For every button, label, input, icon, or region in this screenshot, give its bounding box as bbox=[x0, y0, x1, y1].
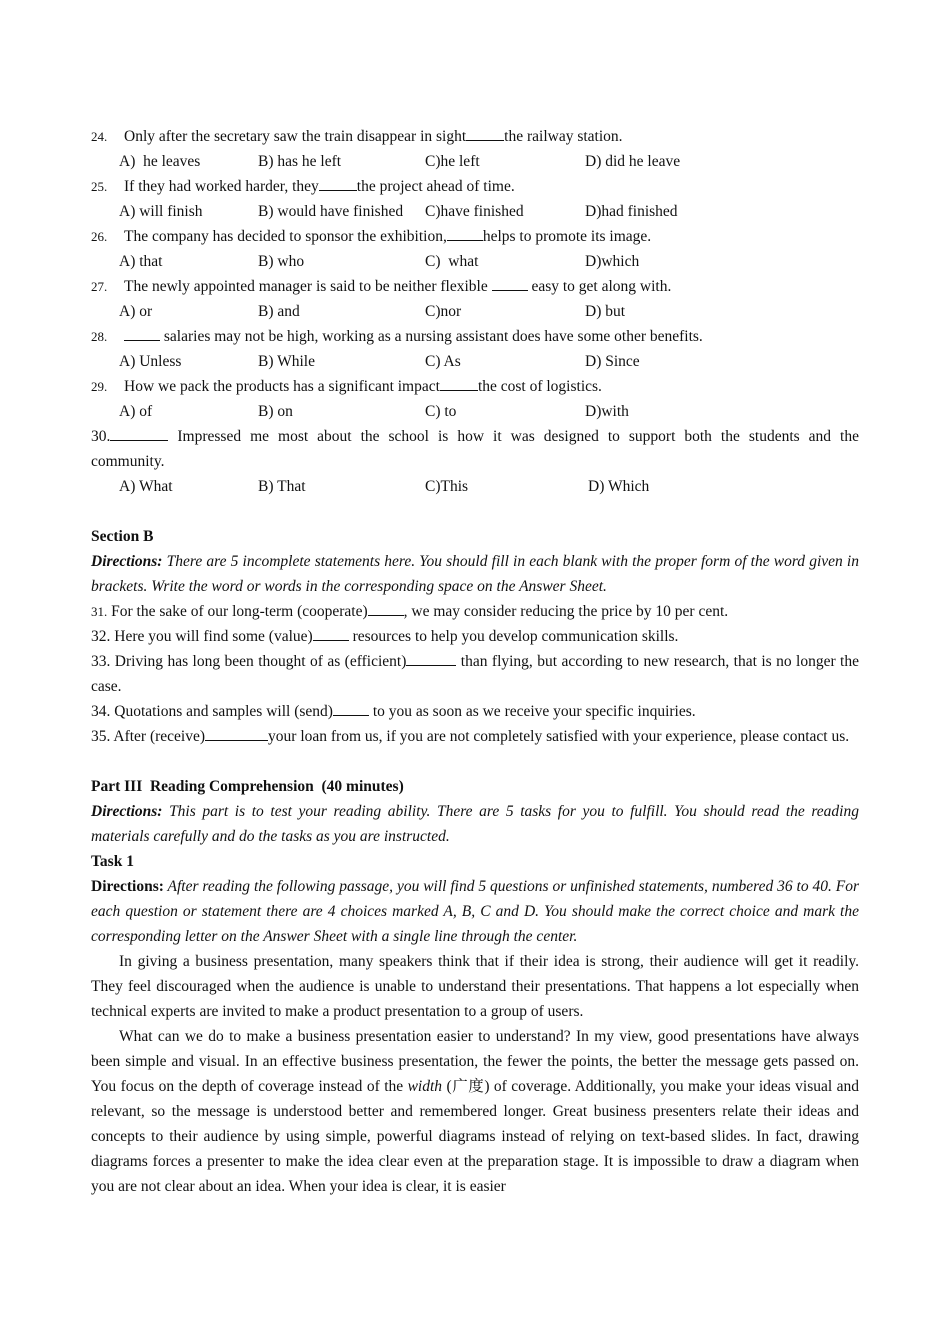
statement-text-pre: 35. After (receive) bbox=[91, 728, 206, 745]
question-25 bbox=[91, 174, 859, 199]
passage-paragraph-2 bbox=[91, 1024, 859, 1199]
option-d: D) but bbox=[585, 303, 626, 320]
question-text-pre: Only after the secretary saw the train disappear in sight bbox=[124, 128, 467, 145]
answer-blank bbox=[406, 650, 456, 666]
directions-text: After reading the following passage, you will find 5 questions or unfinished statements, numbered 36 to 40. For each question or statement there are 4 choices marked A, B, C and D. You should make the correct choice and mark the corresponding letter on the Answer Sheet with a single line through the center. bbox=[91, 878, 859, 945]
part-iii-directions bbox=[91, 799, 859, 849]
statement-32 bbox=[91, 624, 859, 649]
option-c: C) As bbox=[425, 353, 461, 370]
answer-blank bbox=[319, 175, 357, 191]
option-c: C)he left bbox=[425, 153, 480, 170]
answer-blank bbox=[368, 600, 404, 616]
question-29 bbox=[91, 374, 859, 399]
statement-text-pre: For the sake of our long-term (cooperate) bbox=[107, 603, 368, 620]
statement-31 bbox=[91, 599, 859, 624]
option-a: A) What bbox=[119, 478, 173, 495]
option-a: A) will finish bbox=[119, 203, 203, 220]
question-text-post: salaries may not be high, working as a nursing assistant does have some other benefits. bbox=[160, 328, 703, 345]
paragraph-text: (广度) of coverage. Additionally, you make your ideas visual and relevant, so the message is understood better and remembered longer. Great business presenters relate their ideas and concepts to their audience by using simple, powerful diagrams instead of relying on text-based slides. In fact, drawing diagrams forces a presenter to make the idea clear even at the preparation stage. It is impossible to draw a diagram when you are not clear about an idea. When your idea is clear, it is easier bbox=[91, 1078, 859, 1195]
statement-text-post: , we may consider reducing the price by 10 per cent. bbox=[403, 603, 729, 620]
question-number: 29. bbox=[91, 379, 108, 394]
question-number: 25. bbox=[91, 179, 108, 194]
option-b: B) That bbox=[258, 478, 306, 495]
option-c: C)nor bbox=[425, 303, 462, 320]
section-b-directions bbox=[91, 549, 859, 599]
options-28 bbox=[91, 349, 859, 374]
question-27 bbox=[91, 274, 859, 299]
statement-text-post: resources to help you develop communication skills. bbox=[348, 628, 679, 645]
option-b: B) and bbox=[258, 303, 300, 320]
options-30 bbox=[91, 474, 859, 499]
option-a: A) of bbox=[119, 403, 153, 420]
question-number: 28. bbox=[91, 329, 108, 344]
statement-text-post: than flying, but according to new research, that is no longer the case. bbox=[91, 653, 859, 695]
question-28 bbox=[91, 324, 859, 349]
statement-number: 31. bbox=[91, 604, 108, 619]
answer-blank bbox=[205, 725, 268, 741]
option-c: C) to bbox=[425, 403, 457, 420]
option-a: A) that bbox=[119, 253, 163, 270]
emphasized-word: width bbox=[407, 1078, 443, 1095]
task-1-title: Task 1 bbox=[91, 853, 134, 870]
statement-text-pre: 32. Here you will find some (value) bbox=[91, 628, 313, 645]
answer-blank bbox=[124, 325, 160, 341]
paragraph-text: What can we do to make a business presentation easier to understand? In my view, good presentations have always been simple and visual. In an effective business presentation, the fewer the points, the better the message gets passed on. You focus on the depth of coverage instead of the bbox=[91, 1028, 859, 1095]
part-iii-title: Part III Reading Comprehension (40 minutes) bbox=[91, 778, 404, 795]
question-number: 30. bbox=[91, 428, 111, 445]
question-number: 26. bbox=[91, 229, 108, 244]
option-a: A) or bbox=[119, 303, 153, 320]
answer-blank bbox=[313, 625, 349, 641]
option-b: B) While bbox=[258, 353, 315, 370]
option-d: D) Which bbox=[588, 478, 650, 495]
answer-blank bbox=[466, 125, 504, 141]
answer-blank bbox=[492, 275, 528, 291]
question-30-continued: community. bbox=[91, 453, 165, 470]
statement-text-post: to you as soon as we receive your specific inquiries. bbox=[368, 703, 696, 720]
option-b: B) on bbox=[258, 403, 293, 420]
task-1-directions bbox=[91, 874, 859, 949]
question-text-post: the railway station. bbox=[504, 128, 623, 145]
directions-text: There are 5 incomplete statements here. You should fill in each blank with the proper form of the word given in brackets. Write the word or words in the corresponding space on the Answer Sheet. bbox=[91, 553, 859, 595]
directions-text: This part is to test your reading ability. There are 5 tasks for you to fulfill. You should read the reading materials carefully and do the tasks as you are instructed. bbox=[91, 803, 859, 845]
statement-text-post: your loan from us, if you are not completely satisfied with your experience, please contact us. bbox=[268, 728, 850, 745]
option-b: B) would have finished bbox=[258, 203, 404, 220]
option-d: D) Since bbox=[585, 353, 640, 370]
question-30 bbox=[91, 424, 859, 449]
option-c: C) what bbox=[425, 253, 479, 270]
option-c: C)This bbox=[425, 478, 469, 495]
section-b-title: Section B bbox=[91, 528, 154, 545]
option-d: D)with bbox=[585, 403, 629, 420]
directions-label: Directions: bbox=[91, 878, 164, 895]
statement-35 bbox=[91, 724, 859, 749]
question-24 bbox=[91, 124, 859, 149]
option-d: D)had finished bbox=[585, 203, 678, 220]
question-text-post: the cost of logistics. bbox=[477, 378, 602, 395]
statement-33 bbox=[91, 649, 859, 699]
option-a: A) Unless bbox=[119, 353, 182, 370]
question-text-pre: If they had worked harder, they bbox=[124, 178, 319, 195]
options-25 bbox=[91, 199, 859, 224]
option-b: B) who bbox=[258, 253, 305, 270]
answer-blank bbox=[447, 225, 483, 241]
document-page bbox=[91, 124, 859, 1199]
options-29 bbox=[91, 399, 859, 424]
option-d: D)which bbox=[585, 253, 640, 270]
option-d: D) did he leave bbox=[585, 153, 681, 170]
question-number: 24. bbox=[91, 129, 108, 144]
question-26 bbox=[91, 224, 859, 249]
question-text-pre: How we pack the products has a significant impact bbox=[124, 378, 440, 395]
option-c: C)have finished bbox=[425, 203, 524, 220]
option-b: B) has he left bbox=[258, 153, 342, 170]
directions-label: Directions: bbox=[91, 553, 163, 570]
statement-text-pre: 33. Driving has long been thought of as (efficient) bbox=[91, 653, 407, 670]
question-text: Impressed me most about the school is how it was designed to support both the students and the bbox=[168, 428, 859, 445]
answer-blank bbox=[440, 375, 478, 391]
answer-blank bbox=[333, 700, 369, 716]
directions-label: Directions: bbox=[91, 803, 163, 820]
statement-34 bbox=[91, 699, 859, 724]
question-text-post: helps to promote its image. bbox=[482, 228, 652, 245]
options-26 bbox=[91, 249, 859, 274]
passage-paragraph-1: In giving a business presentation, many speakers think that if their idea is strong, their audience will get it readily. They feel discouraged when the audience is unable to understand their presentations. That happens a lot especially when technical experts are invited to make a product presentation to a group of users. bbox=[91, 953, 859, 1020]
options-27 bbox=[91, 299, 859, 324]
option-a: A) he leaves bbox=[119, 153, 201, 170]
question-text-pre: The company has decided to sponsor the exhibition, bbox=[124, 228, 447, 245]
question-text-pre: The newly appointed manager is said to be neither flexible bbox=[124, 278, 492, 295]
question-text-post: the project ahead of time. bbox=[356, 178, 515, 195]
statement-text-pre: 34. Quotations and samples will (send) bbox=[91, 703, 333, 720]
answer-blank bbox=[110, 425, 168, 441]
question-number: 27. bbox=[91, 279, 108, 294]
options-24 bbox=[91, 149, 859, 174]
question-text-post: easy to get along with. bbox=[527, 278, 672, 295]
